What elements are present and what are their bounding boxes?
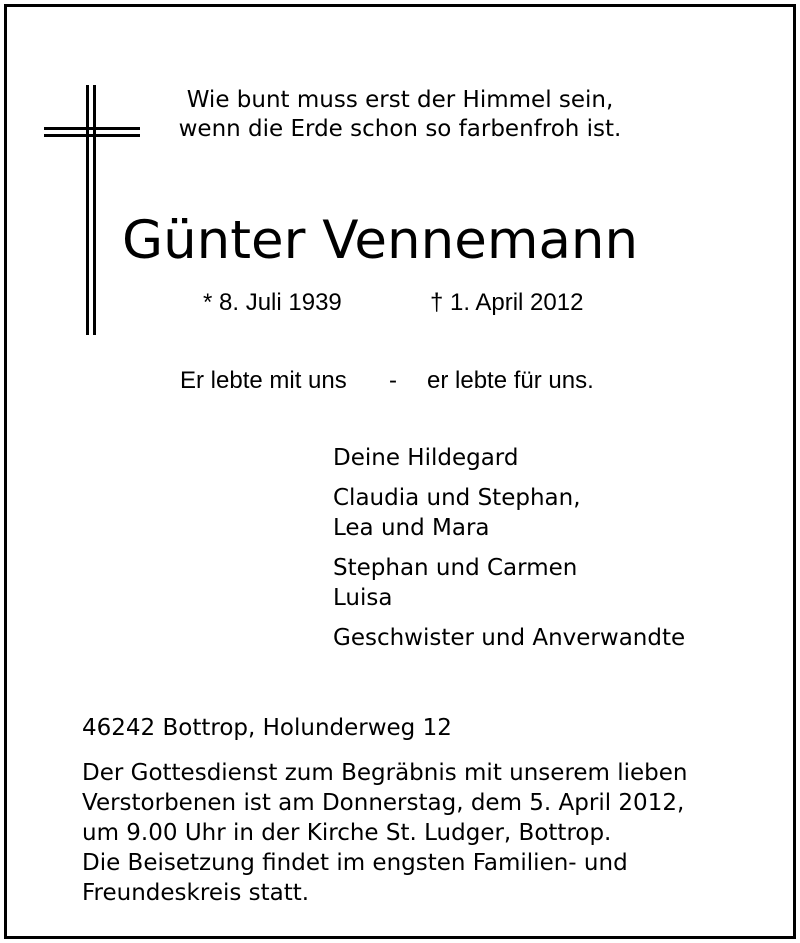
mourners-list bbox=[333, 443, 685, 663]
mourner-line: Luisa bbox=[333, 585, 393, 611]
mourner-group bbox=[333, 483, 685, 543]
service-line: Freundeskreis statt. bbox=[82, 880, 310, 906]
motto-line: wenn die Erde schon so farbenfroh ist. bbox=[178, 116, 622, 142]
service-notice bbox=[82, 758, 688, 908]
service-line: Verstorbenen ist am Donnerstag, dem 5. April 2012, bbox=[82, 790, 685, 816]
motto-line: Wie bunt muss erst der Himmel sein, bbox=[186, 87, 614, 113]
death-date: † 1. April 2012 bbox=[430, 289, 584, 316]
service-line: Der Gottesdienst zum Begräbnis mit unserem lieben bbox=[82, 760, 688, 786]
mourner-line: Lea und Mara bbox=[333, 515, 490, 541]
life-statement-part2: er lebte für uns. bbox=[427, 367, 594, 394]
mourner-line: Deine Hildegard bbox=[333, 445, 519, 471]
service-line: um 9.00 Uhr in der Kirche St. Ludger, Bottrop. bbox=[82, 820, 612, 846]
mourner-line: Claudia und Stephan, bbox=[333, 485, 581, 511]
service-line: Die Beisetzung findet im engsten Familien- und bbox=[82, 850, 628, 876]
birth-date: * 8. Juli 1939 bbox=[203, 289, 342, 316]
mourner-line: Stephan und Carmen bbox=[333, 555, 578, 581]
life-statement-part1: Er lebte mit uns bbox=[180, 367, 347, 394]
life-statement-separator: - bbox=[389, 367, 397, 394]
mourner-group bbox=[333, 623, 685, 653]
family-address: 46242 Bottrop, Holunderweg 12 bbox=[82, 715, 452, 741]
mourner-group bbox=[333, 443, 685, 473]
mourner-group bbox=[333, 553, 685, 613]
deceased-name: Günter Vennemann bbox=[122, 210, 639, 271]
motto-verse bbox=[140, 86, 660, 144]
mourner-line: Geschwister und Anverwandte bbox=[333, 625, 686, 651]
